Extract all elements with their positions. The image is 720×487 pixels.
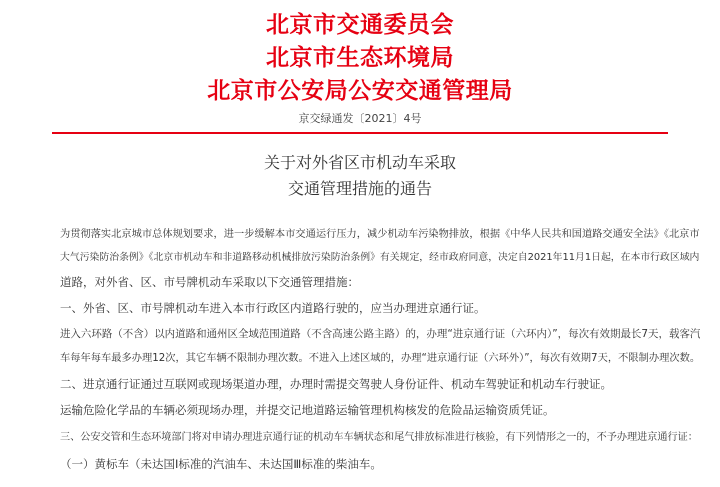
issuer-transport-commission: 北京市交通委员会 [266, 12, 454, 38]
issuer-ecology-environment-bureau: 北京市生态环境局 [266, 45, 454, 71]
body-line: 为贯彻落实北京城市总体规划要求，进一步缓解本市交通运行压力，减少机动车污染物排放，根据《中华人民共和国道路交通安全法》《北京市 [60, 228, 700, 240]
body-line: 道路，对外省、区、市号牌机动车采取以下交通管理措施： [60, 275, 359, 289]
notice-title-line-1: 关于对外省区市机动车采取 [263, 153, 456, 172]
issuer-traffic-management-bureau: 北京市公安局公安交通管理局 [207, 78, 513, 104]
body-line: 进入六环路（不含）以内道路和通州区全域范围道路（不含高速公路主路）的，办理“进京通行证（六环内）”，每次有效期最长7天，载客汽 [60, 328, 701, 340]
body-line: 二、进京通行证通过互联网或现场渠道办理，办理时需提交驾驶人身份证件、机动车驾驶证和机动车行驶证。 [60, 377, 612, 391]
body-line: 车每年每车最多办理12次，其它车辆不限制办理次数。不进入上述区域的，办理“进京通行证（六环外）”，每次有效期7天，不限制办理次数。 [60, 352, 701, 364]
body-line: 三、公安交管和生态环境部门将对申请办理进京通行证的机动车车辆状态和尾气排放标准进行核验，有下列情形之一的，不予办理进京通行证： [60, 432, 698, 443]
body-line: 一、外省、区、市号牌机动车进入本市行政区内道路行驶的，应当办理进京通行证。 [60, 301, 486, 315]
body-line: 大气污染防治条例》《北京市机动车和非道路移动机械排放污染防治条例》有关规定，经市政府同意，决定自2021年11月1日起，在本市行政区域内 [60, 252, 700, 263]
notice-title-line-2: 交通管理措施的通告 [287, 179, 432, 198]
body-line: （一）黄标车（未达国Ⅰ标准的汽油车、未达国Ⅲ标准的柴油车。 [60, 457, 382, 471]
red-divider-line [52, 132, 668, 134]
body-line: 运输危险化学品的车辆必须现场办理，并提交记地道路运输管理机构核发的危险品运输资质凭证。 [60, 403, 555, 417]
document-number: 京交绿通发〔2021〕4号 [298, 112, 422, 125]
